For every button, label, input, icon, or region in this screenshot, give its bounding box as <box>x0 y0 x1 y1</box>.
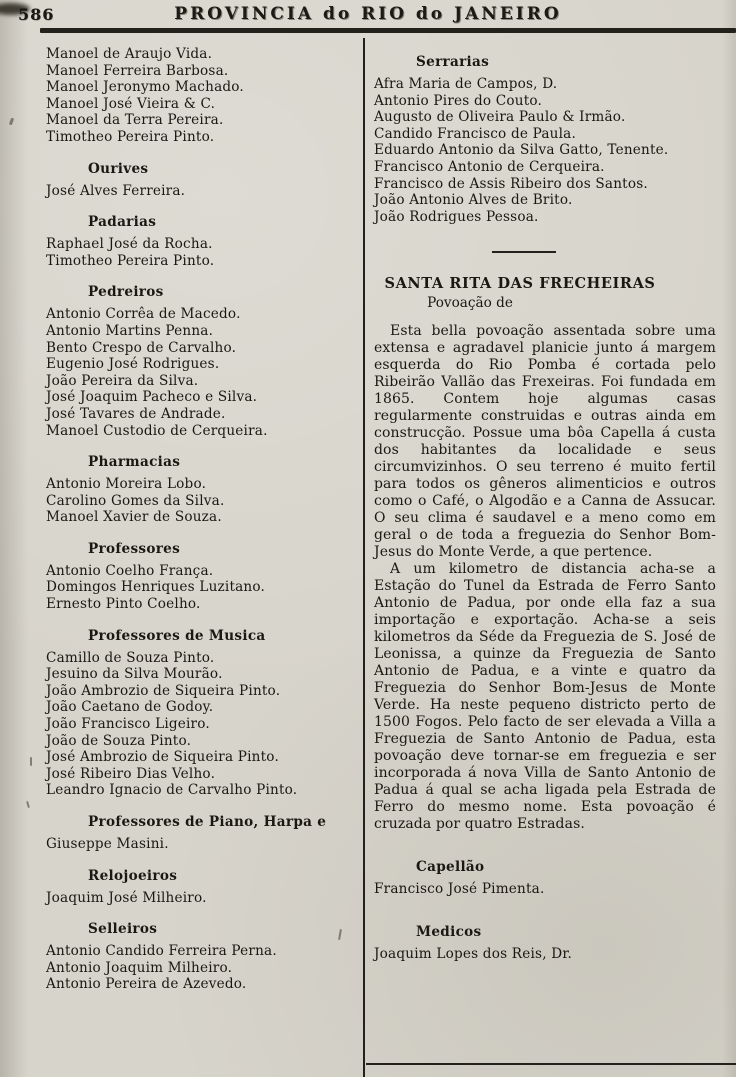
person-name: José Ribeiro Dias Velho. <box>46 765 216 782</box>
person-name: Giuseppe Masini. <box>46 836 169 852</box>
person-name: João Antonio Alves de Brito. <box>374 192 573 209</box>
person-name: Leandro Ignacio de Carvalho Pinto. <box>46 782 298 799</box>
name-list <box>46 890 358 907</box>
scan-artifact <box>30 757 32 766</box>
person-name: Raphael José da Rocha. <box>46 236 213 253</box>
section-heading: Pedreiros <box>88 284 164 301</box>
column-divider <box>363 38 365 1077</box>
section-heading: Serrarias <box>416 54 490 70</box>
person-name: João Ambrozio de Siqueira Pinto. <box>46 682 281 699</box>
person-name: Antonio Pires do Couto. <box>374 92 543 109</box>
section-professores-de-musica <box>46 628 358 799</box>
name-list <box>46 563 358 613</box>
scan-artifact <box>26 801 30 808</box>
person-name: Francisco Antonio de Cerqueira. <box>374 158 605 175</box>
section-selleiros <box>46 921 358 993</box>
person-name: Manoel Xavier de Souza. <box>46 509 222 526</box>
header-rule <box>40 28 736 33</box>
section-professores-de-piano-harpa <box>46 814 358 853</box>
article-paragraph: Esta bella povoação assentada sobre uma extensa e agradavel planicie junto á margem esquerda do Rio Pomba é cortada pelo Ribeirão Vallão das Frexeiras. Foi fundada em 1865. Contem hoje algumas casas regularmente construidas e outras ainda em construcção. Possue uma bôa Capella á custa dos habitantes da localidade e seus circumvizinhos. O seu terreno é muito fertil para todos os gêneros alimenticios e outros como o Café, o Algodão e a Canna de Assucar. O seu clima é saudavel e a meno como em geral o de toda a freguezia do Senhor Bom-Jesus do Monte Verde, a que pertence. <box>374 323 716 561</box>
person-name: Eduardo Antonio da Silva Gatto, Tenente. <box>374 142 669 159</box>
name-list <box>46 476 358 526</box>
person-name: Joaquim Lopes dos Reis, Dr. <box>374 945 573 962</box>
person-name: Camillo de Souza Pinto. <box>46 649 215 666</box>
person-name: José Tavares de Andrade. <box>46 405 226 422</box>
person-name: João Francisco Ligeiro. <box>46 716 210 733</box>
person-name: Bento Crespo de Carvalho. <box>46 339 237 356</box>
person-name: Francisco de Assis Ribeiro dos Santos. <box>374 175 648 192</box>
person-name: Manoel Jeronymo Machado. <box>46 79 244 96</box>
person-name: João Pereira da Silva. <box>46 372 199 389</box>
section-heading: Capellão <box>416 859 485 876</box>
person-name: Manoel José Vieira & C. <box>46 95 216 112</box>
person-name: Timotheo Pereira Pinto. <box>46 252 215 269</box>
section-capellao <box>374 859 716 898</box>
person-name: Manoel da Terra Pereira. <box>46 112 224 129</box>
section-heading: Professores de Musica <box>88 627 266 644</box>
person-name: José Ambrozio de Siqueira Pinto. <box>46 749 279 766</box>
person-name: João Caetano de Godoy. <box>46 699 214 716</box>
section-heading: Professores de Piano, Harpa e <box>88 814 327 830</box>
section-heading: Medicos <box>416 923 482 940</box>
person-name: Timotheo Pereira Pinto. <box>46 128 215 145</box>
person-name: Manoel de Araujo Vida. <box>46 46 213 62</box>
person-name: Candido Francisco de Paula. <box>374 125 576 142</box>
person-name: Antonio Corrêa de Macedo. <box>46 306 241 323</box>
page-number: 586 <box>18 5 55 24</box>
person-name: Joaquim José Milheiro. <box>46 889 207 906</box>
section-professores <box>46 541 358 613</box>
section-heading: Professores <box>88 540 181 557</box>
name-list <box>46 650 358 799</box>
person-name: Jesuino da Silva Mourão. <box>46 666 223 683</box>
section-divider-rule <box>492 251 556 253</box>
person-name: Augusto de Oliveira Paulo & Irmão. <box>374 109 626 126</box>
person-name: Antonio Candido Ferreira Perna. <box>46 943 277 960</box>
right-column <box>374 46 722 963</box>
article-subtitle: Povoação de <box>427 295 513 312</box>
section-heading: Ourives <box>88 160 149 177</box>
person-name: Carolino Gomes da Silva. <box>46 492 225 509</box>
person-name: Eugenio José Rodrigues. <box>46 356 220 373</box>
name-list <box>46 183 358 200</box>
person-name: Manoel Custodio de Cerqueira. <box>46 422 268 439</box>
person-name: João de Souza Pinto. <box>46 732 192 749</box>
section-medicos <box>374 924 716 963</box>
section-ourives <box>46 161 358 200</box>
section-heading: Relojoeiros <box>88 867 178 884</box>
person-name: Antonio Pereira de Azevedo. <box>46 976 247 993</box>
person-name: Antonio Coelho França. <box>46 562 214 579</box>
section-relojoeiros <box>46 868 358 907</box>
section-padarias <box>46 214 358 269</box>
person-name: Manoel Ferreira Barbosa. <box>46 62 229 79</box>
section-pharmacias <box>46 454 358 526</box>
continued-name-list <box>46 46 358 146</box>
article-paragraph: A um kilometro de distancia acha-se a Estação do Tunel da Estrada de Ferro Santo Antonio de Padua, por onde ella faz a sua importação e exportação. Acha-se a seis kilometros da Séde da Freguezia de S. José de Leonissa, a quinze da Freguezia de Santo Antonio de Padua, e a vinte e quatro da Freguezia do Senhor Bom-Jesus de Monte Verde. Ha neste pequeno districto perto de 1500 Fogos. Pelo facto de ser elevada a Villa a Freguezia de Santo Antonio de Padua, esta povoação deve tornar-se em freguezia e ser incorporada á nova Villa de Santo Antonio de Padua á qual se acha ligada pela Estrada de Ferro do mesmo nome. Esta povoação é cruzada por quatro Estradas. <box>374 561 716 833</box>
name-list <box>374 881 716 898</box>
person-name: José Alves Ferreira. <box>46 182 186 199</box>
person-name: Afra Maria de Campos, D. <box>374 76 558 92</box>
section-heading: Selleiros <box>88 921 158 938</box>
person-name: Antonio Moreira Lobo. <box>46 476 207 493</box>
name-list <box>46 943 358 993</box>
person-name: Francisco José Pimenta. <box>374 881 545 898</box>
bottom-rule <box>366 1063 736 1065</box>
page-header <box>0 0 736 38</box>
page-title: PROVINCIA do RIO do JANEIRO <box>174 4 562 24</box>
article-body <box>374 323 716 833</box>
section-pedreiros <box>46 284 358 439</box>
person-name: João Rodrigues Pessoa. <box>374 208 539 225</box>
section-serrarias <box>374 54 716 225</box>
article-title: SANTA RITA DAS FRECHEIRAS <box>384 275 656 293</box>
person-name: Antonio Martins Penna. <box>46 322 214 339</box>
person-name: Domingos Henriques Luzitano. <box>46 579 266 596</box>
section-heading: Padarias <box>88 214 157 231</box>
article-santa-rita <box>374 275 716 833</box>
name-list <box>374 946 716 963</box>
person-name: Ernesto Pinto Coelho. <box>46 596 201 613</box>
name-list <box>374 76 716 225</box>
person-name: Antonio Joaquim Milheiro. <box>46 959 233 976</box>
scan-artifact <box>9 118 14 126</box>
section-heading: Pharmacias <box>88 454 181 471</box>
name-list <box>46 236 358 269</box>
name-list <box>46 306 358 439</box>
left-column <box>46 46 358 993</box>
name-list <box>46 836 358 853</box>
person-name: José Joaquim Pacheco e Silva. <box>46 389 258 406</box>
